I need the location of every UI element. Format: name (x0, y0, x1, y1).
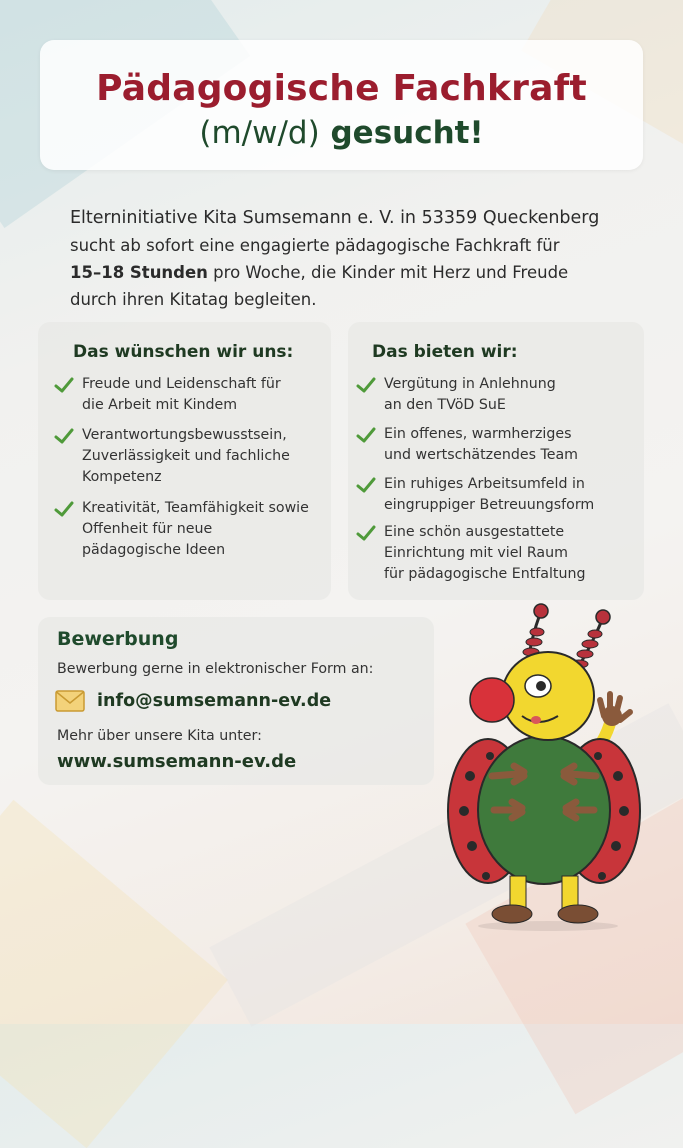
check-icon (54, 427, 74, 445)
list-item-line: Ein offenes, warmherziges (384, 426, 572, 442)
page-subtitle (40, 115, 643, 151)
check-icon (54, 376, 74, 394)
list-item-line: Freude und Leidenschaft für (82, 376, 281, 392)
list-item-line: die Arbeit mit Kindem (82, 397, 238, 413)
list-item-line: Einrichtung mit viel Raum (384, 545, 568, 561)
list-item-line: für pädagogische Entfaltung (384, 566, 586, 582)
email-link[interactable]: info@sumsemann-ev.de (97, 691, 332, 711)
envelope-icon (55, 690, 85, 712)
list-item-line: Kompetenz (82, 469, 162, 485)
list-item-line: Offenheit für neue (82, 521, 213, 537)
intro-line-3-rest: pro Woche, die Kinder mit Herz und Freude (207, 263, 569, 282)
application-text: Bewerbung gerne in elektronischer Form an: (57, 661, 374, 677)
intro-line-4: durch ihren Kitatag begleiten. (70, 290, 317, 309)
wishes-title: Das wünschen wir uns: (73, 342, 294, 362)
list-item (54, 498, 324, 561)
check-icon (54, 500, 74, 518)
list-item (356, 522, 640, 585)
wishes-card (38, 322, 331, 600)
offers-list (356, 374, 640, 585)
list-item (356, 374, 640, 416)
intro-line-1: Elterninitiative Kita Sumsemann e. V. in 53359 Queckenberg (70, 208, 600, 228)
application-title: Bewerbung (57, 628, 179, 650)
intro-line-2: sucht ab sofort eine engagierte pädagogische Fachkraft für (70, 236, 560, 255)
intro-text (70, 205, 630, 313)
list-item-line: pädagogische Ideen (82, 542, 226, 558)
list-item (54, 425, 324, 488)
check-icon (356, 476, 376, 494)
header-card (40, 40, 643, 170)
email-row[interactable] (55, 687, 331, 715)
list-item-line: Eine schön ausgestattete (384, 524, 565, 540)
list-item-line: und wertschätzendes Team (384, 447, 578, 463)
list-item-line: an den TVöD SuE (384, 397, 506, 413)
list-item (356, 424, 640, 466)
list-item-line: Vergütung in Anlehnung (384, 376, 556, 392)
list-item-line: Ein ruhiges Arbeitsumfeld in (384, 476, 585, 492)
list-item (356, 474, 640, 516)
check-icon (356, 524, 376, 542)
ladybug-mascot (440, 596, 650, 936)
wishes-list (54, 374, 324, 561)
offers-card (348, 322, 644, 600)
list-item (54, 374, 324, 416)
page-title: Pädagogische Fachkraft (96, 68, 587, 109)
application-card (38, 617, 434, 785)
list-item-line: Verantwortungsbewusstsein, (82, 427, 287, 443)
intro-hours: 15–18 Stunden (70, 263, 208, 282)
list-item-line: Kreativität, Teamfähigkeit sowie (82, 500, 309, 516)
check-icon (356, 426, 376, 444)
check-icon (356, 376, 376, 394)
list-item-line: Zuverlässigkeit und fachliche (82, 448, 290, 464)
subtitle-wanted: gesucht! (330, 115, 484, 151)
website-link[interactable]: www.sumsemann-ev.de (57, 751, 297, 772)
subtitle-gender: (m/w/d) (199, 115, 320, 151)
list-item-line: eingruppiger Betreuungsform (384, 497, 595, 513)
intro-line-3 (70, 259, 630, 286)
more-info-text: Mehr über unsere Kita unter: (57, 728, 262, 744)
offers-title: Das bieten wir: (372, 342, 518, 362)
